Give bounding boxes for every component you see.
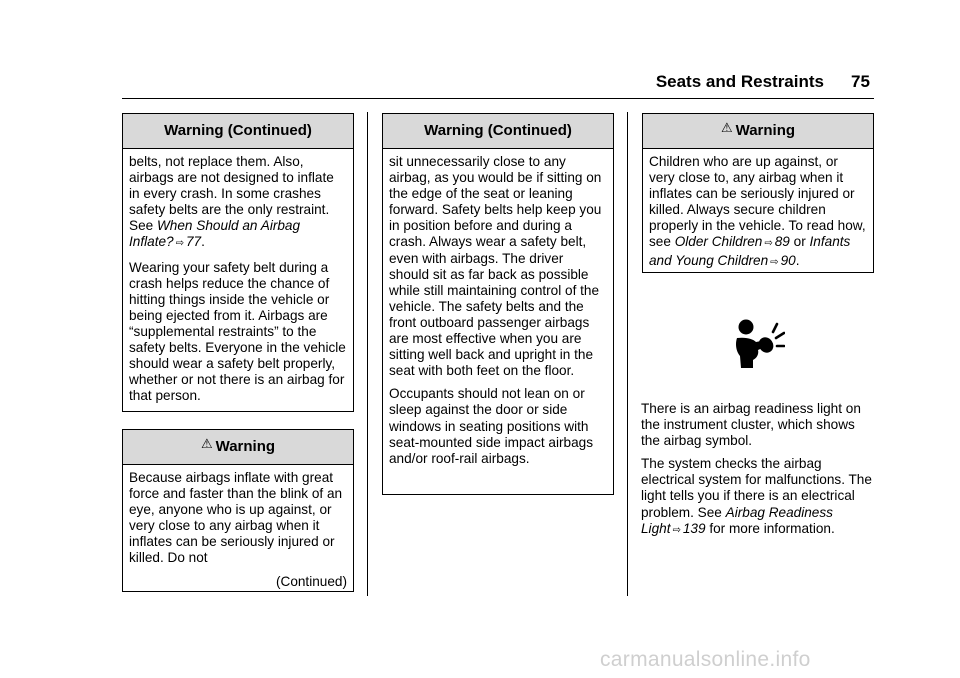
page-reference-icon: ⇨ [764,238,773,250]
paragraph-text: Children who are up against, or very close to, any airbag when it inflates can be seriously injured or killed. Always secure children properly in the vehicle. To read how, see [649,154,866,250]
box-body [383,149,613,471]
paragraph: belts, not replace them. Also, airbags are not designed to inflate in every crash. In some crashes safety belts are the only restraint. See When Should an Airbag Inflate? ⇨ 77. [129,154,334,250]
watermark: carmanualsonline.info [600,648,811,671]
airbag-readiness-text [641,401,875,546]
warning-continued-box-2 [382,113,614,495]
continued-label: (Continued) [275,573,347,589]
box-body [123,465,353,594]
page-reference-icon: ⇨ [175,238,184,250]
paragraph: Occupants should not lean on or sleep against the door or side windows in seating positions with seat-mounted side impact airbags and/or roof-rail airbags. [389,386,594,466]
cross-reference[interactable]: Infants and Young Children ⇨ 90 [649,234,851,268]
paragraph-text: or [793,234,806,250]
paragraph [641,456,875,538]
paragraph: sit unnecessarily close to any airbag, as you would be if sitting on the edge of the seat or leaning forward. Safety belts help keep you in position before and during a crash. Always wear a safety belt, even with airbags. The driver should sit as far back as possible while still maintaining control of the vehicle. The safety belts and the front outboard passenger airbags are most effective when you are sitting well back and upright in the seat with both feet on the floor. [389,154,602,379]
airbag-readiness-icon [733,318,785,372]
box-body [643,149,873,275]
column-divider-2 [627,112,628,596]
paragraph: Wearing your safety belt during a crash helps reduce the chance of hitting things inside the vehicle or being ejected from it. Airbags are “supplemental restraints” to the safety belts. Everyone in the vehicle should wear a safety belt properly, whether or not there is an airbag for that person. [129,259,346,404]
box-title: Warning (Continued) [123,114,353,149]
warning-box-children [642,113,874,273]
paragraph-text: The system checks the airbag electrical system for malfunctions. The light tells you if there is an electrical problem. See [641,456,872,520]
column-divider-1 [367,112,368,596]
box-title: ⚠ Warning [643,114,873,149]
warning-continued-box-1 [122,113,354,412]
warning-box-airbag-force [122,429,354,592]
paragraph: Children who are up against, or very close to, any airbag when it inflates can be seriously injured or killed. Always secure children properly in the vehicle. To read how, see Older Children ⇨ 89 or Infants and Young Children ⇨ 90. [649,154,866,268]
paragraph: There is an airbag readiness light on the instrument cluster, which shows the airbag symbol. [641,401,861,449]
paragraph-text: for more information. [709,520,835,536]
cross-reference[interactable]: Older Children ⇨ 89 [674,234,790,250]
cross-reference[interactable]: Airbag Readiness Light ⇨ 139 [641,504,833,536]
page-reference-icon: ⇨ [770,256,779,268]
section-title: Seats and Restraints [655,72,824,91]
box-body [123,149,353,408]
page-number: 75 [851,72,870,91]
header-rule [122,98,874,99]
warning-triangle-icon: ⚠ [720,120,733,135]
box-title: ⚠ Warning [123,430,353,465]
cross-reference[interactable]: When Should an Airbag Inflate? ⇨ 77 [129,218,301,250]
page-reference-icon: ⇨ [672,524,681,536]
paragraph: Because airbags inflate with great force and faster than the blink of an eye, anyone who is up against, or very close to any airbag when it inflates can be seriously injured or killed. Do not [129,470,343,566]
box-title: Warning (Continued) [383,114,613,149]
paragraph-text: belts, not replace them. Also, airbags are not designed to inflate in every crash. In some crashes safety belts are the only restraint. See [129,154,334,234]
warning-triangle-icon: ⚠ [200,436,213,451]
